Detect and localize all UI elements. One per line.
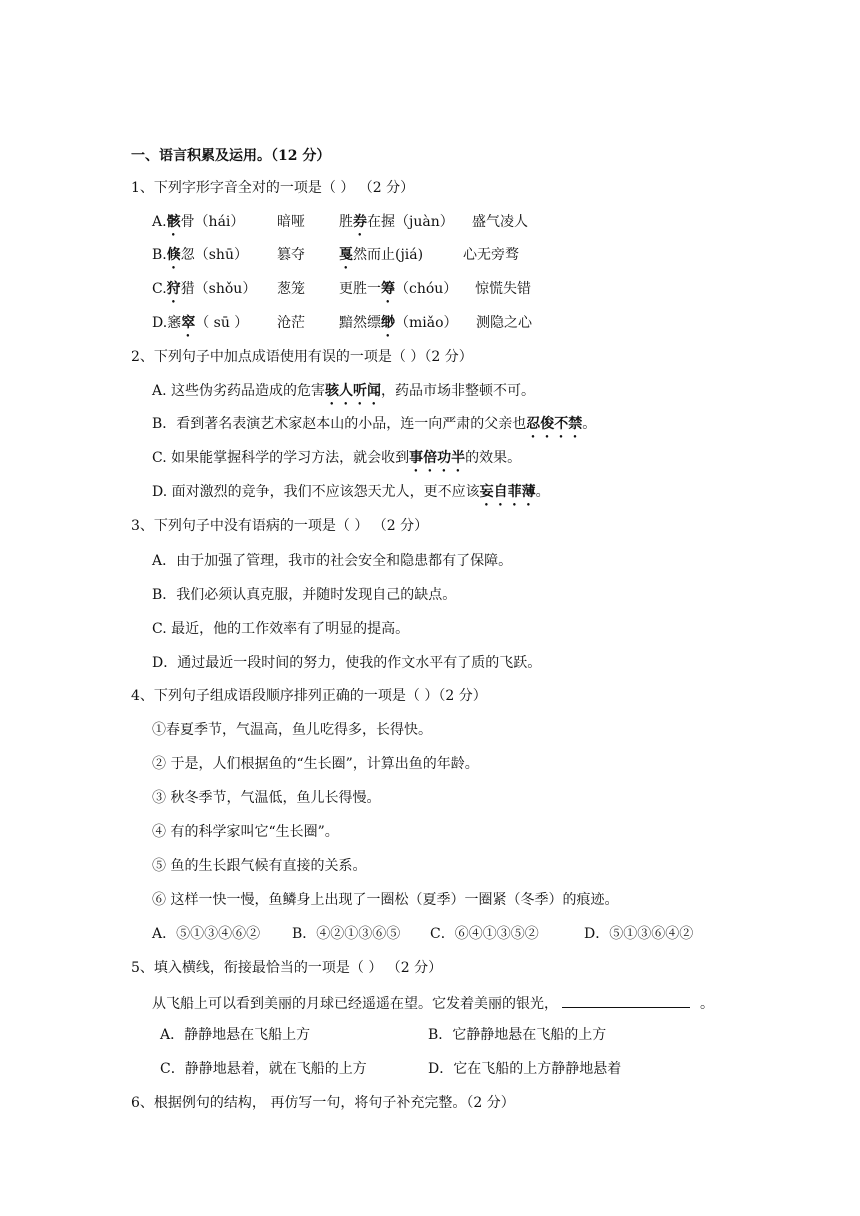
q4-choice-c: C．⑥④①③⑤②: [430, 926, 539, 942]
q4-sentence: ⑥ 这样一快一慢，鱼鳞身上出现了一圈松（夏季）一圈紧（冬季）的痕迹。: [152, 892, 619, 908]
q4-sentence: ③ 秋冬季节，气温低，鱼儿长得慢。: [152, 790, 381, 806]
q4-sentence: ⑤ 鱼的生长跟气候有直接的关系。: [152, 858, 367, 874]
q2-option-a: A. 这些伪劣药品造成的危害骇人听闻，药品市场非整顿不可。: [152, 383, 536, 399]
q3-option-b: B．我们必须认真克服，并随时发现自己的缺点。: [152, 587, 457, 603]
q2-option-d: D. 面对激烈的竞争，我们不应该怨天尤人，更不应该妄自菲薄。: [152, 484, 550, 500]
q2-option-b: B．看到著名表演艺术家赵本山的小品，连一向严肃的父亲也忍俊不禁。: [152, 416, 597, 432]
q5-choice-c: C．静静地悬着，就在飞船的上方: [160, 1061, 367, 1077]
q4-choice-a: A．⑤①③④⑥②: [152, 926, 261, 942]
q5-passage: 从飞船上可以看到美丽的月球已经遥遥在望。它发着美丽的银光， 。: [152, 993, 714, 1014]
question-5-stem: 5、填入横线，衔接最恰当的一项是（ ） （2 分）: [131, 960, 443, 976]
answer-blank: [562, 993, 690, 1008]
q4-sentence: ④ 有的科学家叫它“生长圈”。: [152, 824, 339, 840]
q3-option-d: D．通过最近一段时间的努力，使我的作文水平有了质的飞跃。: [152, 655, 542, 671]
q5-choice-a: A．静静地悬在飞船上方: [160, 1027, 311, 1043]
q3-option-a: A．由于加强了管理，我市的社会安全和隐患都有了保障。: [152, 553, 513, 569]
question-4-stem: 4、下列句子组成语段顺序排列正确的一项是（ ）（2 分）: [131, 688, 487, 704]
q4-sentence: ② 于是，人们根据鱼的“生长圈”，计算出鱼的年龄。: [152, 756, 479, 772]
section-title: 一、语言积累及运用。（12 分）: [131, 148, 331, 164]
question-6-stem: 6、根据例句的结构， 再仿写一句，将句子补充完整。（2 分）: [131, 1095, 515, 1111]
q5-choice-b: B．它静静地悬在飞船的上方: [428, 1027, 607, 1043]
q5-choice-d: D．它在飞船的上方静静地悬着: [428, 1061, 622, 1077]
question-2-stem: 2、下列句子中加点成语使用有误的一项是（ ）（2 分）: [131, 349, 473, 365]
q2-option-c: C. 如果能掌握科学的学习方法，就会收到事倍功半的效果。: [152, 450, 522, 466]
q4-sentence: ①春夏季节，气温高，鱼儿吃得多，长得快。: [152, 722, 432, 738]
question-1-stem: 1、下列字形字音全对的一项是（ ） （2 分）: [131, 180, 415, 196]
q3-option-c: C. 最近，他的工作效率有了明显的提高。: [152, 621, 410, 637]
q4-choice-b: B．④②①③⑥⑤: [292, 926, 401, 942]
q4-choice-d: D．⑤①③⑥④②: [584, 926, 694, 942]
question-3-stem: 3、下列句子中没有语病的一项是（ ） （2 分）: [131, 518, 429, 534]
